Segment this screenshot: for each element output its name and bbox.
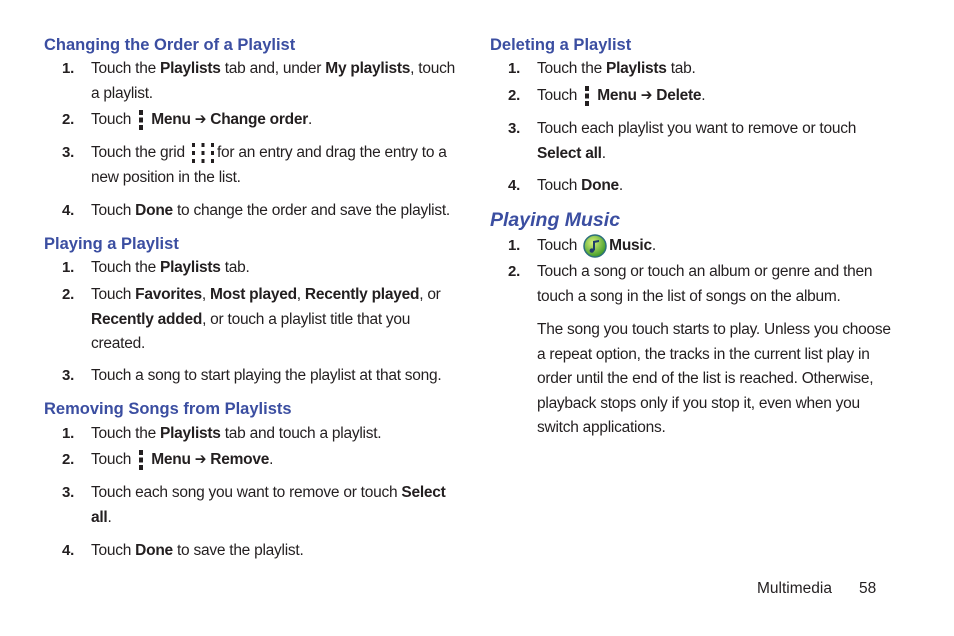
step-text: Touch the Playlists tab. xyxy=(91,259,250,276)
heading-playing-music: Playing Music xyxy=(490,209,621,231)
step-text: Touch Favorites, Most played, Recently played, or Recently added, or touch a playlist title that you created. xyxy=(91,286,441,352)
step-text: Touch the Playlists tab. xyxy=(537,60,696,77)
grid-handle-icon xyxy=(191,142,215,164)
step-text: Touch Menu ➔ Delete. xyxy=(537,84,902,109)
step-number: 1. xyxy=(62,259,75,276)
step-number: 4. xyxy=(62,542,75,559)
step-text: Touch each song you want to remove or touch Select all. xyxy=(91,484,446,526)
list-item xyxy=(44,422,464,447)
step-text: Touch the Playlists tab and touch a playlist. xyxy=(91,425,382,442)
heading-removing-songs: Removing Songs from Playlists xyxy=(44,400,292,418)
step-number: 2. xyxy=(62,451,75,468)
step-text: Touch Menu ➔ Remove. xyxy=(91,448,456,473)
step-text: Touch Done to change the order and save the playlist. xyxy=(91,202,450,219)
step-number: 2. xyxy=(62,111,75,128)
list-item xyxy=(490,117,910,166)
list-item xyxy=(44,199,464,224)
step-number: 3. xyxy=(62,367,75,384)
step-number: 1. xyxy=(508,237,521,254)
step-number: 3. xyxy=(508,120,521,137)
step-text: Touch Done to save the playlist. xyxy=(91,542,304,559)
step-text: Touch a song or touch an album or genre and then touch a song in the list of songs on the album. xyxy=(537,263,873,305)
list-item xyxy=(44,539,464,564)
step-text: Touch Done. xyxy=(537,177,623,194)
list-item xyxy=(44,57,464,106)
step-text: Touch the grid for an entry and drag the entry to a new position in the list. xyxy=(91,141,456,190)
list-item xyxy=(44,448,464,473)
step-number: 4. xyxy=(508,177,521,194)
music-app-icon xyxy=(583,234,607,258)
step-number: 1. xyxy=(62,425,75,442)
list-item xyxy=(44,256,464,281)
menu-kebab-icon xyxy=(583,85,591,107)
menu-kebab-icon xyxy=(137,109,145,131)
footer-section: Multimedia xyxy=(757,580,832,597)
step-number: 1. xyxy=(62,60,75,77)
step-text: Touch a song to start playing the playlist at that song. xyxy=(91,367,442,384)
step-text: Touch the Playlists tab and, under My playlists, touch a playlist. xyxy=(91,60,455,102)
list-item xyxy=(44,108,464,133)
page-number: 58 xyxy=(859,580,877,597)
step-number: 2. xyxy=(508,263,521,280)
list-item xyxy=(490,57,910,82)
list-item xyxy=(490,174,910,199)
list-item xyxy=(44,481,464,530)
step-number: 4. xyxy=(62,202,75,219)
step-number: 1. xyxy=(508,60,521,77)
list-item xyxy=(490,84,910,109)
list-item xyxy=(490,234,910,259)
step-text: Touch each playlist you want to remove or touch Select all. xyxy=(537,120,857,162)
heading-deleting-playlist: Deleting a Playlist xyxy=(490,36,632,54)
list-item xyxy=(44,283,464,357)
heading-playing-playlist: Playing a Playlist xyxy=(44,235,179,253)
step-text: Touch Music. xyxy=(537,234,902,259)
step-number: 3. xyxy=(62,144,75,161)
playback-note: The song you touch starts to play. Unless you choose a repeat option, the tracks in the current list play in order until the end of the list is reached. Otherwise, playback stops only if you stop it, even when you switch applications. xyxy=(537,321,891,436)
list-item xyxy=(490,260,910,309)
heading-change-order: Changing the Order of a Playlist xyxy=(44,36,296,54)
list-item xyxy=(44,141,464,190)
step-number: 2. xyxy=(508,87,521,104)
list-item xyxy=(44,364,464,389)
step-number: 2. xyxy=(62,286,75,303)
step-text: Touch Menu ➔ Change order. xyxy=(91,108,456,133)
menu-kebab-icon xyxy=(137,449,145,471)
step-number: 3. xyxy=(62,484,75,501)
